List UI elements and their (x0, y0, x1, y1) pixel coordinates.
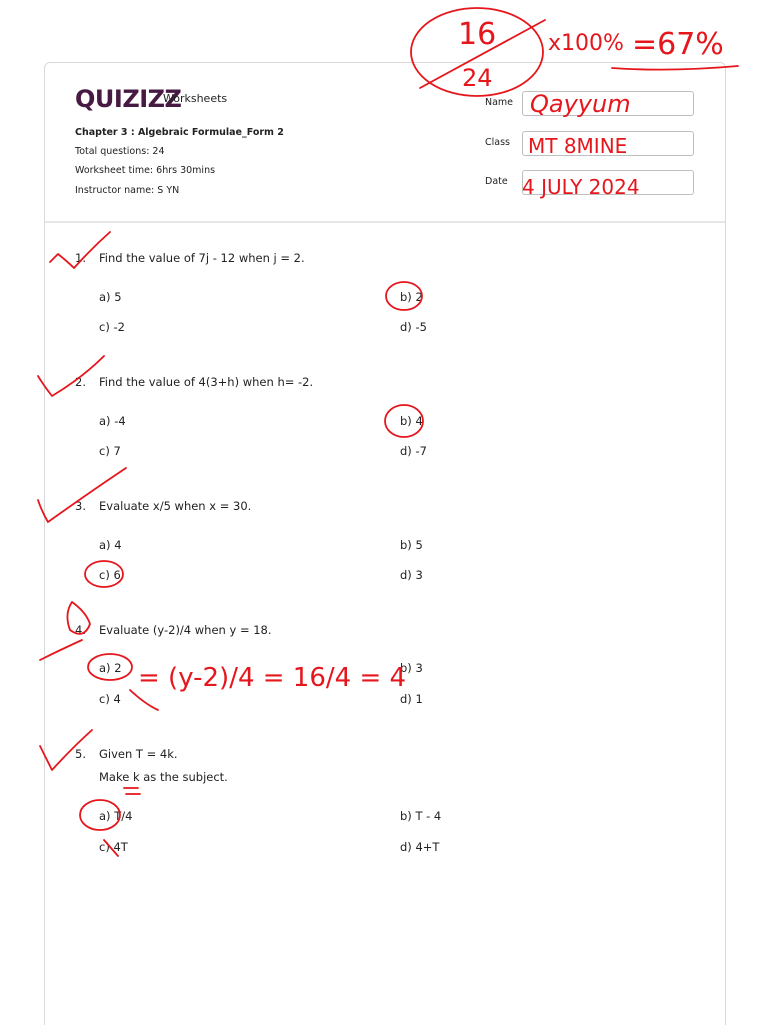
question-number: 3. (75, 499, 86, 513)
question-number: 2. (75, 375, 86, 389)
option-a[interactable]: a) -4 (99, 414, 126, 428)
worksheet-title: Chapter 3 : Algebraic Formulae_Form 2 (75, 127, 284, 138)
option-b[interactable]: b) 5 (400, 538, 423, 552)
worksheet-card (44, 62, 726, 1025)
q4-working: = (y-2)/4 = 16/4 = 4 (138, 663, 407, 693)
option-c[interactable]: c) 4T (99, 840, 128, 854)
option-c[interactable]: c) 6 (99, 568, 121, 582)
name-handwritten: Qayyum (530, 90, 631, 118)
logo-subtitle: Worksheets (163, 92, 228, 105)
question-text-line2: Make k as the subject. (99, 770, 228, 784)
name-field[interactable] (522, 91, 694, 116)
class-label: Class (485, 137, 510, 148)
question-text: Evaluate (y-2)/4 when y = 18. (99, 623, 272, 637)
class-handwritten: MT 8MINE (528, 134, 628, 158)
question-text: Find the value of 7j - 12 when j = 2. (99, 251, 305, 265)
question-number: 5. (75, 747, 86, 761)
date-label: Date (485, 176, 508, 187)
total-questions: Total questions: 24 (75, 146, 165, 157)
option-c[interactable]: c) 7 (99, 444, 121, 458)
option-a[interactable]: a) 2 (99, 661, 122, 675)
worksheet-header (45, 63, 725, 223)
option-d[interactable]: d) 1 (400, 692, 423, 706)
option-d[interactable]: d) 4+T (400, 840, 440, 854)
option-b[interactable]: b) 4 (400, 414, 423, 428)
option-b[interactable]: b) 3 (400, 661, 423, 675)
question-text: Find the value of 4(3+h) when h= -2. (99, 375, 314, 389)
option-d[interactable]: d) -5 (400, 320, 427, 334)
option-b[interactable]: b) 2 (400, 290, 423, 304)
date-handwritten: 4 JULY 2024 (522, 175, 640, 199)
question-text: Given T = 4k. (99, 747, 178, 761)
date-field[interactable] (522, 170, 694, 195)
option-d[interactable]: d) 3 (400, 568, 423, 582)
option-d[interactable]: d) -7 (400, 444, 427, 458)
question-text: Evaluate x/5 when x = 30. (99, 499, 252, 513)
question-number: 4. (75, 623, 86, 637)
class-field[interactable] (522, 131, 694, 156)
name-label: Name (485, 97, 514, 108)
option-b[interactable]: b) T - 4 (400, 809, 442, 823)
question-number: 1. (75, 251, 86, 265)
worksheet-time: Worksheet time: 6hrs 30mins (75, 165, 216, 176)
instructor-name: Instructor name: S YN (75, 185, 180, 196)
option-c[interactable]: c) 4 (99, 692, 121, 706)
option-a[interactable]: a) 5 (99, 290, 122, 304)
option-c[interactable]: c) -2 (99, 320, 125, 334)
quizizz-logo: QUIZIZZ (75, 85, 182, 113)
option-a[interactable]: a) 4 (99, 538, 122, 552)
score-multiplier: x100% (548, 31, 624, 56)
score-result: =67% (632, 27, 724, 62)
score-numerator: 16 (458, 17, 497, 52)
score-denominator: 24 (462, 64, 493, 92)
option-a[interactable]: a) T/4 (99, 809, 133, 823)
